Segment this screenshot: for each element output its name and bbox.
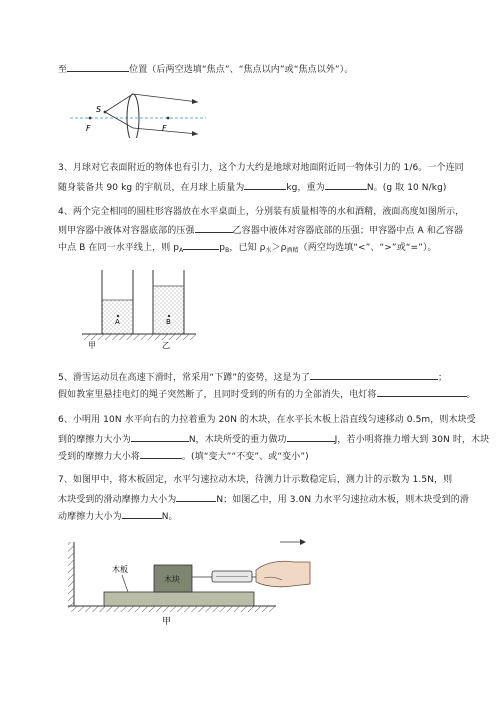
q5-text-c: 假如教室里悬挂电灯的绳子突然断了，且同时受到的所有的力全部消失，电灯将 — [58, 390, 377, 400]
q7-line2 — [58, 492, 469, 506]
ray-top-out — [133, 94, 198, 102]
table-surface — [82, 334, 196, 340]
q7-line1: 7、如图甲中，将木板固定，水平匀速拉动木块，待测力计示数稳定后，测力计的示数为 1.5N，则 — [58, 475, 453, 485]
q3-line1: 3、月球对它表面附近的物体也有引力，这个力大约是地球对地面附近同一物体引力的 1/6。一个连同 — [58, 163, 464, 173]
q4-line1: 4、两个完全相同的圆柱形容器放在水平桌面上，分别装有质量相等的水和酒精，液面高度如图所示， — [58, 207, 465, 217]
caption-jia: 甲 — [162, 617, 172, 627]
q7-text-b: N；如图乙中，用 3.0N 力水平匀速拉动木板，则木块受到的滑 — [216, 495, 469, 505]
convex-lens — [127, 94, 139, 138]
label-yi: 乙 — [162, 341, 170, 350]
containers-diagram — [80, 266, 200, 350]
q6-text-b: N，木块所受的重力做功 — [188, 435, 287, 445]
q6-line2 — [58, 432, 489, 446]
q4-text-pb: p — [219, 243, 226, 253]
q6-text-d: 受到的摩擦力大小将 — [58, 452, 140, 462]
label-a: A — [115, 318, 120, 326]
q4-sub-a: A — [179, 247, 184, 254]
ground — [68, 606, 276, 612]
answer-blank[interactable] — [244, 180, 286, 190]
answer-blank[interactable] — [310, 370, 438, 380]
q4-line2 — [58, 223, 463, 237]
q4-text-pa: 中点 B 在同一水平线上，则 p — [58, 243, 180, 253]
answer-blank[interactable] — [176, 492, 216, 502]
q4-sub-b: B — [225, 247, 230, 254]
q4-text-e: （两空均选填“<”、“>”或“=”）。 — [298, 243, 437, 253]
focus-right-dot — [167, 117, 170, 120]
alcohol-fill — [153, 286, 184, 334]
q4-sub-alcohol: 酒精 — [286, 247, 299, 254]
q3-text-c: N。(g 取 10 N/kg) — [366, 183, 447, 193]
label-b: B — [166, 318, 171, 326]
answer-blank[interactable] — [287, 432, 335, 442]
q5-line2 — [58, 387, 476, 401]
wall — [68, 542, 74, 606]
top-suffix: 位置（后两空选填“焦点”、“焦点以内”或“焦点以外”）。 — [129, 65, 354, 75]
arrow-icon — [192, 131, 198, 136]
board-diagram — [66, 532, 326, 628]
label-f-left: F — [86, 124, 91, 133]
q6-text-e: 。(填“变大”“不变”、或“变小”) — [181, 452, 309, 462]
q7-text-d: N。 — [161, 512, 178, 522]
answer-blank[interactable] — [325, 180, 367, 190]
q3-text-b: kg，重为 — [286, 183, 325, 193]
ray-bottom-in — [105, 112, 133, 128]
q4-text-a: 则甲容器中液体对容器底部的压强 — [58, 226, 195, 236]
q5-text-a: 5、滑雪运动员在高速下滑时，常采用“下蹲”的姿势，这是为了 — [58, 373, 310, 383]
focus-left-dot — [89, 117, 92, 120]
q4-line3 — [58, 240, 437, 257]
q7-text-c: 动摩擦力大小为 — [58, 512, 122, 522]
q5-line1 — [58, 370, 447, 384]
answer-blank[interactable] — [377, 387, 467, 397]
wooden-board — [104, 592, 254, 606]
q3-line2 — [58, 180, 447, 194]
q4-text-rho: ，已知 ρ — [229, 243, 266, 253]
answer-blank[interactable] — [131, 432, 189, 442]
q4-sub-water: 水 — [265, 247, 272, 254]
arrow-right-icon — [300, 539, 306, 545]
answer-blank[interactable] — [195, 223, 233, 233]
q5-text-d: 。 — [466, 390, 476, 400]
point-a — [117, 315, 119, 317]
label-s: S — [96, 105, 102, 114]
q7-line3 — [58, 509, 178, 523]
hand-icon — [256, 561, 310, 587]
answer-blank[interactable] — [183, 240, 219, 250]
label-board: 木板 — [112, 565, 128, 574]
q6-line3 — [58, 449, 309, 463]
point-source-s — [104, 111, 107, 114]
q3-text-a: 随身装备共 90 kg 的宇航员，在月球上质量为 — [58, 183, 245, 193]
label-jia: 甲 — [88, 341, 96, 350]
top-line — [58, 62, 353, 76]
label-f-right: F — [162, 124, 167, 133]
lens-diagram — [70, 88, 210, 138]
label-block: 木块 — [164, 575, 180, 584]
top-prefix: 至 — [58, 65, 68, 75]
q5-text-b: ； — [437, 373, 448, 383]
q4-text-gt: ＞ρ — [271, 243, 287, 253]
answer-blank[interactable] — [122, 509, 162, 519]
answer-blank[interactable] — [67, 62, 129, 72]
answer-blank[interactable] — [140, 449, 182, 459]
q4-text-b: 乙容器中液体对容器底部的压强；甲容器中点 A 和乙容器 — [232, 226, 464, 236]
q6-text-a: 到的摩擦力大小为 — [58, 435, 131, 445]
point-b — [168, 315, 170, 317]
q6-line1: 6、小明用 10N 水平向右的力拉着重为 20N 的木块，在水平长木板上沿直线匀速移动 0.5m，则木块受 — [58, 415, 476, 425]
q7-text-a: 木块受到的滑动摩擦力大小为 — [58, 495, 177, 505]
q6-text-c: J，若小明将推力增大到 30N 时，木块 — [334, 435, 490, 445]
